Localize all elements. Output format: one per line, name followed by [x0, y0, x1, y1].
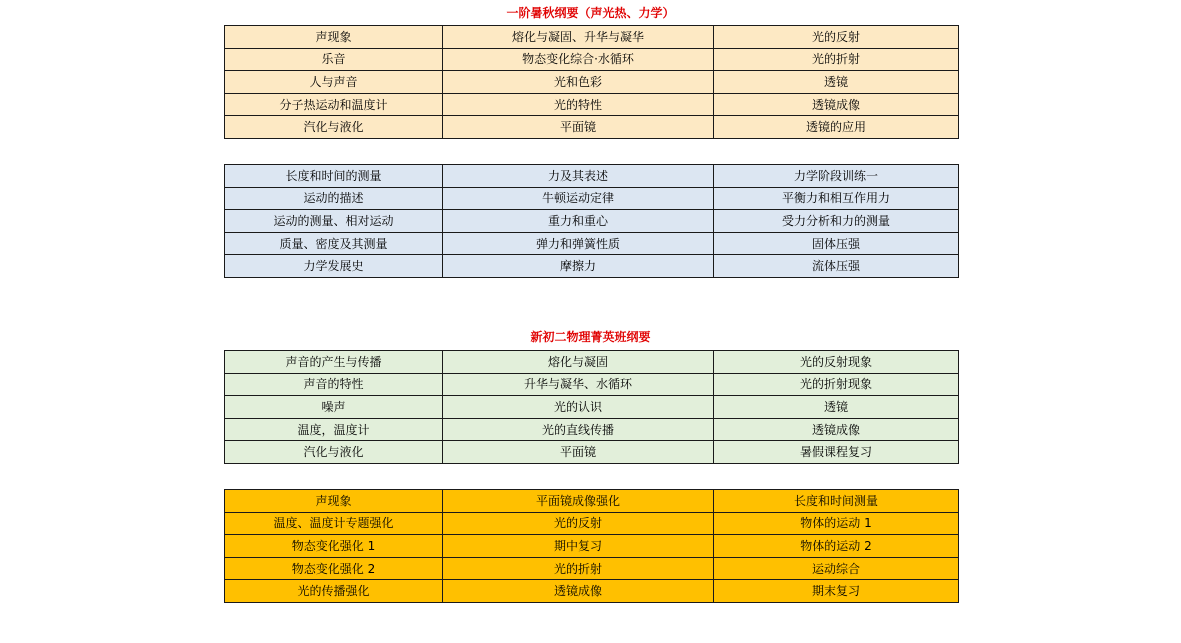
table-cell: 光的反射 [443, 512, 714, 535]
table-cell: 期中复习 [443, 535, 714, 558]
table-cell: 平面镜 [443, 116, 714, 139]
table-body [225, 351, 959, 464]
outline-table-4 [224, 489, 959, 603]
table-cell: 期末复习 [714, 580, 959, 603]
table-row [225, 351, 959, 374]
table-cell: 弹力和弹簧性质 [443, 232, 714, 255]
table-cell: 熔化与凝固 [443, 351, 714, 374]
table-cell: 光的反射 [714, 26, 959, 49]
table-cell: 力学发展史 [225, 255, 443, 278]
table-cell: 乐音 [225, 48, 443, 71]
table-cell: 受力分析和力的测量 [714, 210, 959, 233]
table-cell: 运动综合 [714, 557, 959, 580]
table-cell: 力学阶段训练一 [714, 165, 959, 188]
table-cell: 人与声音 [225, 71, 443, 94]
table-row [225, 71, 959, 94]
table-row [225, 93, 959, 116]
table-cell: 透镜 [714, 71, 959, 94]
table-cell: 分子热运动和温度计 [225, 93, 443, 116]
table-cell: 平衡力和相互作用力 [714, 187, 959, 210]
table-cell: 物态变化强化 1 [225, 535, 443, 558]
table-cell: 光的认识 [443, 396, 714, 419]
table-cell: 透镜成像 [443, 580, 714, 603]
table-row [225, 396, 959, 419]
table-cell: 牛顿运动定律 [443, 187, 714, 210]
outline-table-3 [224, 350, 959, 464]
table-cell: 光的传播强化 [225, 580, 443, 603]
table-cell: 光的特性 [443, 93, 714, 116]
table-cell: 光的折射 [443, 557, 714, 580]
table-cell: 光的反射现象 [714, 351, 959, 374]
table-cell: 光和色彩 [443, 71, 714, 94]
table-cell: 力及其表述 [443, 165, 714, 188]
table-cell: 声音的特性 [225, 373, 443, 396]
table-cell: 升华与凝华、水循环 [443, 373, 714, 396]
table-row [225, 255, 959, 278]
table-row [225, 418, 959, 441]
section-1-title: 一阶暑秋纲要（声光热、力学） [506, 6, 675, 20]
table-cell: 物体的运动 2 [714, 535, 959, 558]
table-body [225, 490, 959, 603]
table-cell: 物态变化强化 2 [225, 557, 443, 580]
table-row [225, 512, 959, 535]
table-cell: 固体压强 [714, 232, 959, 255]
table-cell: 质量、密度及其测量 [225, 232, 443, 255]
table-cell: 光的折射现象 [714, 373, 959, 396]
table-body [225, 26, 959, 139]
table-cell: 长度和时间测量 [714, 490, 959, 513]
table-cell: 透镜的应用 [714, 116, 959, 139]
table-cell: 摩擦力 [443, 255, 714, 278]
table-row [225, 116, 959, 139]
table-row [225, 48, 959, 71]
table-cell: 熔化与凝固、升华与凝华 [443, 26, 714, 49]
table-body [225, 165, 959, 278]
table-row [225, 580, 959, 603]
table-cell: 透镜 [714, 396, 959, 419]
outline-table-1 [224, 25, 959, 139]
table-cell: 声音的产生与传播 [225, 351, 443, 374]
table-cell: 暑假课程复习 [714, 441, 959, 464]
table-cell: 光的折射 [714, 48, 959, 71]
table-cell: 温度、温度计专题强化 [225, 512, 443, 535]
table-cell: 透镜成像 [714, 418, 959, 441]
table-row [225, 26, 959, 49]
table-row [225, 441, 959, 464]
table-cell: 运动的测量、相对运动 [225, 210, 443, 233]
table-row [225, 210, 959, 233]
table-cell: 运动的描述 [225, 187, 443, 210]
table-row [225, 557, 959, 580]
outline-table-2 [224, 164, 959, 278]
table-cell: 物态变化综合·水循环 [443, 48, 714, 71]
table-cell: 噪声 [225, 396, 443, 419]
section-2-title: 新初二物理菁英班纲要 [530, 330, 651, 344]
table-row [225, 232, 959, 255]
table-cell: 平面镜 [443, 441, 714, 464]
table-row [225, 373, 959, 396]
table-cell: 声现象 [225, 490, 443, 513]
table-cell: 光的直线传播 [443, 418, 714, 441]
table-cell: 汽化与液化 [225, 441, 443, 464]
table-row [225, 187, 959, 210]
table-cell: 声现象 [225, 26, 443, 49]
table-cell: 温度，温度计 [225, 418, 443, 441]
table-cell: 平面镜成像强化 [443, 490, 714, 513]
table-row [225, 490, 959, 513]
table-cell: 透镜成像 [714, 93, 959, 116]
table-cell: 流体压强 [714, 255, 959, 278]
table-cell: 重力和重心 [443, 210, 714, 233]
table-cell: 汽化与液化 [225, 116, 443, 139]
table-cell: 物体的运动 1 [714, 512, 959, 535]
table-row [225, 535, 959, 558]
table-row [225, 165, 959, 188]
table-cell: 长度和时间的测量 [225, 165, 443, 188]
